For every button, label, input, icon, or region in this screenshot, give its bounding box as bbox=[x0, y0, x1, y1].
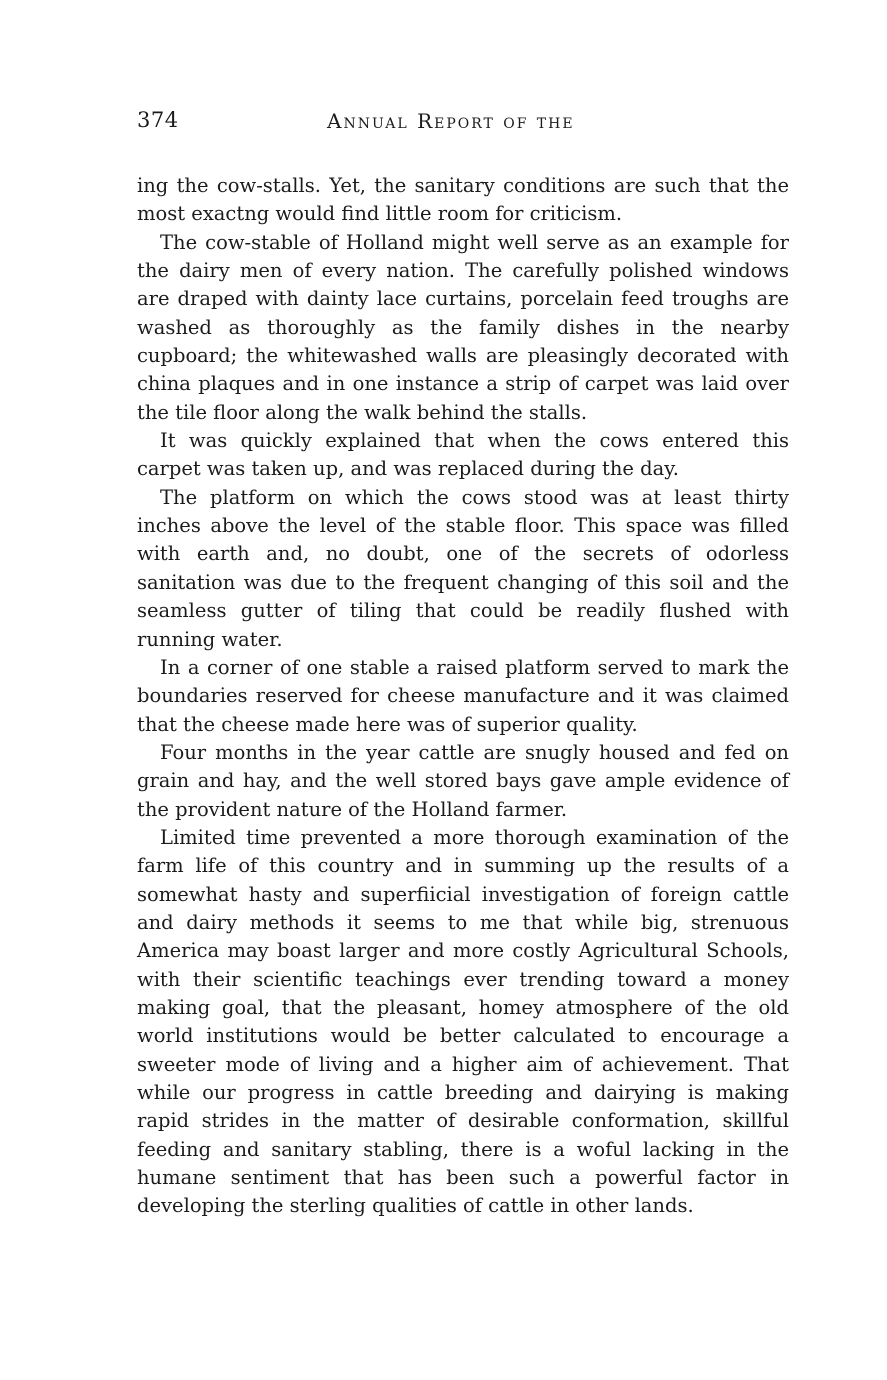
paragraph-platform: The platform on which the cows stood was at least thirty inches above the level of the stable floor. This space was filled with earth and, no doubt, one of the secrets of odorless sanitation was due to the frequent changing of this soil and the seamless gutter of tiling that could be readily flushed with running water. bbox=[137, 485, 789, 651]
page-header bbox=[137, 108, 789, 142]
document-page bbox=[137, 108, 789, 1221]
body-text bbox=[137, 172, 789, 1221]
paragraph-continued: ing the cow-stalls. Yet, the sanitary conditions are such that the most exactng would find little room for criticism. bbox=[137, 174, 789, 226]
paragraph-cheese: In a corner of one stable a raised platform served to mark the boundaries reserved for cheese manufacture and it was claimed that the cheese made here was of superior quality. bbox=[137, 655, 789, 736]
running-head: Annual Report of the bbox=[327, 109, 575, 133]
paragraph-cow-stable: The cow-stable of Holland might well serve as an example for the dairy men of every nation. The carefully polished windows are draped with dainty lace curtains, porcelain feed troughs are washed as thoroughly as the family dishes in the nearby cupboard; the whitewashed walls are pleasingly decorated with china plaques and in one instance a strip of carpet was laid over the tile floor along the walk behind the stalls. bbox=[137, 230, 789, 424]
paragraph-carpet: It was quickly explained that when the cows entered this carpet was taken up, and was replaced during the day. bbox=[137, 429, 789, 481]
paragraph-conclusion: Limited time prevented a more thorough examination of the farm life of this country and in summing up the results of a somewhat hasty and superfiicial investigation of foreign cattle and dairy methods it seems to me that while big, strenuous America may boast larger and more costly Agricultural Schools, with their scientific teachings ever trending toward a money making goal, that the pleasant, homey atmosphere of the old world institutions would be better calculated to encourage a sweeter mode of living and a higher aim of achievement. That while our progress in cattle breeding and dairying is making rapid strides in the matter of desirable conformation, skillful feeding and sanitary stabling, there is a woful lacking in the humane sentiment that has been such a powerful factor in developing the sterling qualities of cattle in other lands. bbox=[137, 825, 789, 1218]
page-number: 374 bbox=[137, 108, 179, 132]
paragraph-housing: Four months in the year cattle are snugly housed and fed on grain and hay, and the well stored bays gave ample evidence of the provident nature of the Holland farmer. bbox=[137, 740, 789, 821]
